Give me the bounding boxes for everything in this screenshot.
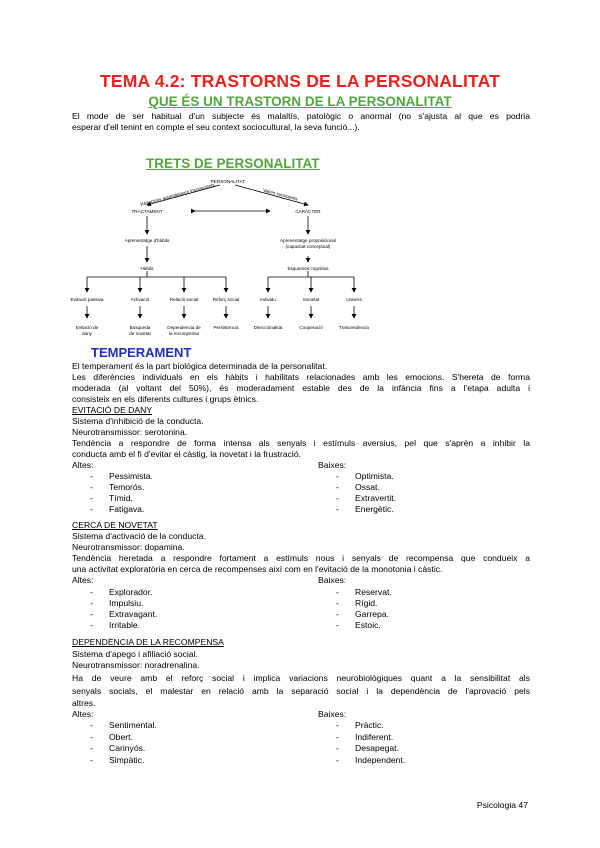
list-item: - Tímid. — [90, 493, 133, 503]
diagram-leaf-bottom: dany — [82, 331, 92, 336]
list-item: - Reservat. — [336, 587, 392, 597]
section-desc-line: conducta amb el fi d'evitar el càstig, la novetat i la frustració. — [72, 449, 302, 459]
section-system: Sistema d'activació de la conducta. — [72, 531, 206, 541]
intro-line-1: El mode de ser habitual d'un subjecte és malaltís, patològic o anormal (no s'ajusta al que es podria — [72, 111, 530, 121]
diagram-leaf-bottom: Busqueda — [129, 325, 151, 330]
section-desc-line: Ha de veure amb el reforç social i implica variacions neurobiològiques quant a la sensibilitat als — [72, 673, 530, 683]
section-desc-line: una activitat exploratòria en cerca de recompenses així com en l'evitació de la monotonia i càstic. — [72, 564, 443, 574]
section-neuro: Neurotransmissor: dopamina. — [72, 542, 185, 552]
list-item: - Explorador. — [90, 587, 153, 597]
diagram-left-edge: Reaccions automàtiques inconscients — [139, 182, 216, 207]
personality-diagram — [70, 174, 390, 346]
diagram-leaf-bottom: Persistencia — [213, 325, 239, 330]
page-footer: Psicologia 47 — [476, 800, 528, 810]
section-system: Sistema d'apego i afiliació social. — [72, 649, 198, 659]
section-neuro: Neurotransmissor: noradrenalina. — [72, 660, 200, 670]
list-item: - Pessimista. — [90, 471, 153, 481]
high-label: Altes: — [72, 575, 94, 585]
diagram-leaf-bottom: Direccionalitat — [253, 325, 283, 330]
temperament-p2-line: consisteix en els diferents cultures i grups ètnics. — [72, 394, 259, 404]
list-item: - Pràctic. — [336, 720, 384, 730]
diagram-leaf-bottom: Dependencia de — [167, 325, 201, 330]
diagram-leaf-top: Univers — [346, 297, 362, 302]
section-system: Sistema d'inhibició de la conducta. — [72, 416, 204, 426]
section-desc-line: senyals socials, el malestar en relació amb la separació social i la dependència de l'aprovació pels — [72, 686, 530, 696]
list-item: - Garrepa. — [336, 609, 389, 619]
temperament-p1: El temperament és la part biològica determinada de la personalitat. — [72, 361, 328, 371]
low-list — [336, 587, 526, 631]
diagram-leaf-bottom: Trascendencia — [339, 325, 369, 330]
list-item: - Irritable. — [90, 620, 141, 630]
section-desc-line: altres. — [72, 698, 96, 708]
list-item: - Obert. — [90, 731, 133, 742]
diagram-leaf-bottom: Evitació de — [75, 325, 99, 330]
section-heading: CERCA DE NOVETAT — [72, 520, 158, 530]
diagram-left-learning: Aprenentatge d'hàbits — [124, 238, 170, 243]
traits-heading: TRETS DE PERSONALITAT — [146, 156, 320, 171]
diagram-right-edge: Valors conscients — [262, 187, 299, 202]
diagram-leaf-top: Reforç social — [212, 297, 240, 302]
high-label: Altes: — [72, 709, 94, 719]
section-heading: EVITACIÓ DE DANY — [72, 405, 153, 415]
list-item: - Simpàtic. — [90, 754, 145, 765]
diagram-right-branch: CARÀCTER — [295, 209, 321, 214]
temperament-p2-line: moderada (al voltant del 50%), és moderadament estable des de la infància fins a l'etapa adulta i — [72, 383, 530, 393]
list-item: - Temorós. — [90, 482, 145, 492]
high-list — [90, 587, 290, 631]
section-heading: DEPENDÈNCIA DE LA RECOMPENSA — [72, 637, 224, 647]
high-list — [90, 720, 290, 766]
diagram-leaf-top: Activació — [130, 297, 150, 302]
diagram-right-learning-2: (capacitat conceptual) — [285, 244, 331, 249]
page-title: TEMA 4.2: TRASTORNS DE LA PERSONALITAT — [99, 71, 501, 91]
diagram-leaf-top: Individu — [260, 297, 276, 302]
list-item: - Estoic. — [336, 620, 381, 630]
diagram-leaf-bottom: Cooperació — [299, 325, 323, 330]
list-item: - Impulsiu. — [90, 598, 144, 608]
low-list — [336, 720, 526, 766]
diagram-right-mid: Esquemes cognitius — [287, 266, 329, 271]
list-item: - Ossat. — [336, 482, 380, 492]
diagram-left-branch: TRACTAMENT — [131, 209, 163, 214]
section-desc-line: Tendència heretada a respondre fortament a estímuls nous i senyals de recompensa que condueix a — [72, 553, 530, 563]
list-item: - Optimista. — [336, 471, 394, 481]
low-label: Baixes: — [318, 460, 347, 470]
list-item: - Independent. — [336, 754, 406, 765]
list-item: - Carinyós. — [90, 743, 146, 753]
high-label: Altes: — [72, 460, 94, 470]
diagram-left-mid: Hàbits — [140, 266, 154, 271]
intro-line-2: esperar d'ell tenint en compte el seu context sociocultural, la seva funció...). — [72, 122, 360, 132]
section-neuro: Neurotransmissor: serotonina. — [72, 427, 188, 437]
list-item: - Desapegat. — [336, 743, 399, 753]
diagram-leaf-bottom: la recompensa — [168, 331, 200, 336]
diagram-right-learning-1: Aprenentatge proposicional — [280, 238, 336, 243]
diagram-leaf-top: Societat — [302, 297, 320, 302]
diagram-leaf-top: Evitació passiva — [70, 297, 104, 302]
diagram-leaf-bottom: de novetat — [129, 331, 151, 336]
low-label: Baixes: — [318, 575, 347, 585]
section-subtitle: QUE ÉS UN TRASTORN DE LA PERSONALITAT — [148, 94, 452, 109]
list-item: - Extravagant. — [90, 609, 158, 619]
low-label: Baixes: — [318, 709, 347, 719]
section-desc-line: Tendència a respondre de forma intensa als senyals i estímuls aversius, pel que s'aprèn a inhibir la — [72, 438, 530, 448]
diagram-root: PERSONALITAT — [210, 179, 246, 184]
list-item: - Extravertit. — [336, 493, 397, 503]
temperament-heading: TEMPERAMENT — [91, 345, 192, 360]
diagram-leaf-top: Relació social — [169, 297, 199, 302]
list-item: - Rígid. — [336, 598, 378, 608]
low-list — [336, 471, 526, 515]
list-item: - Indiferent. — [336, 731, 394, 742]
list-item: - Fatigava. — [90, 504, 145, 514]
list-item: - Sentimental. — [90, 720, 157, 730]
list-item: - Energètic. — [336, 504, 394, 514]
high-list — [90, 471, 290, 515]
temperament-p2-line: Les diferències individuals en els hàbits i habilitats relacionades amb les emocions. S'hereta de forma — [72, 372, 530, 382]
